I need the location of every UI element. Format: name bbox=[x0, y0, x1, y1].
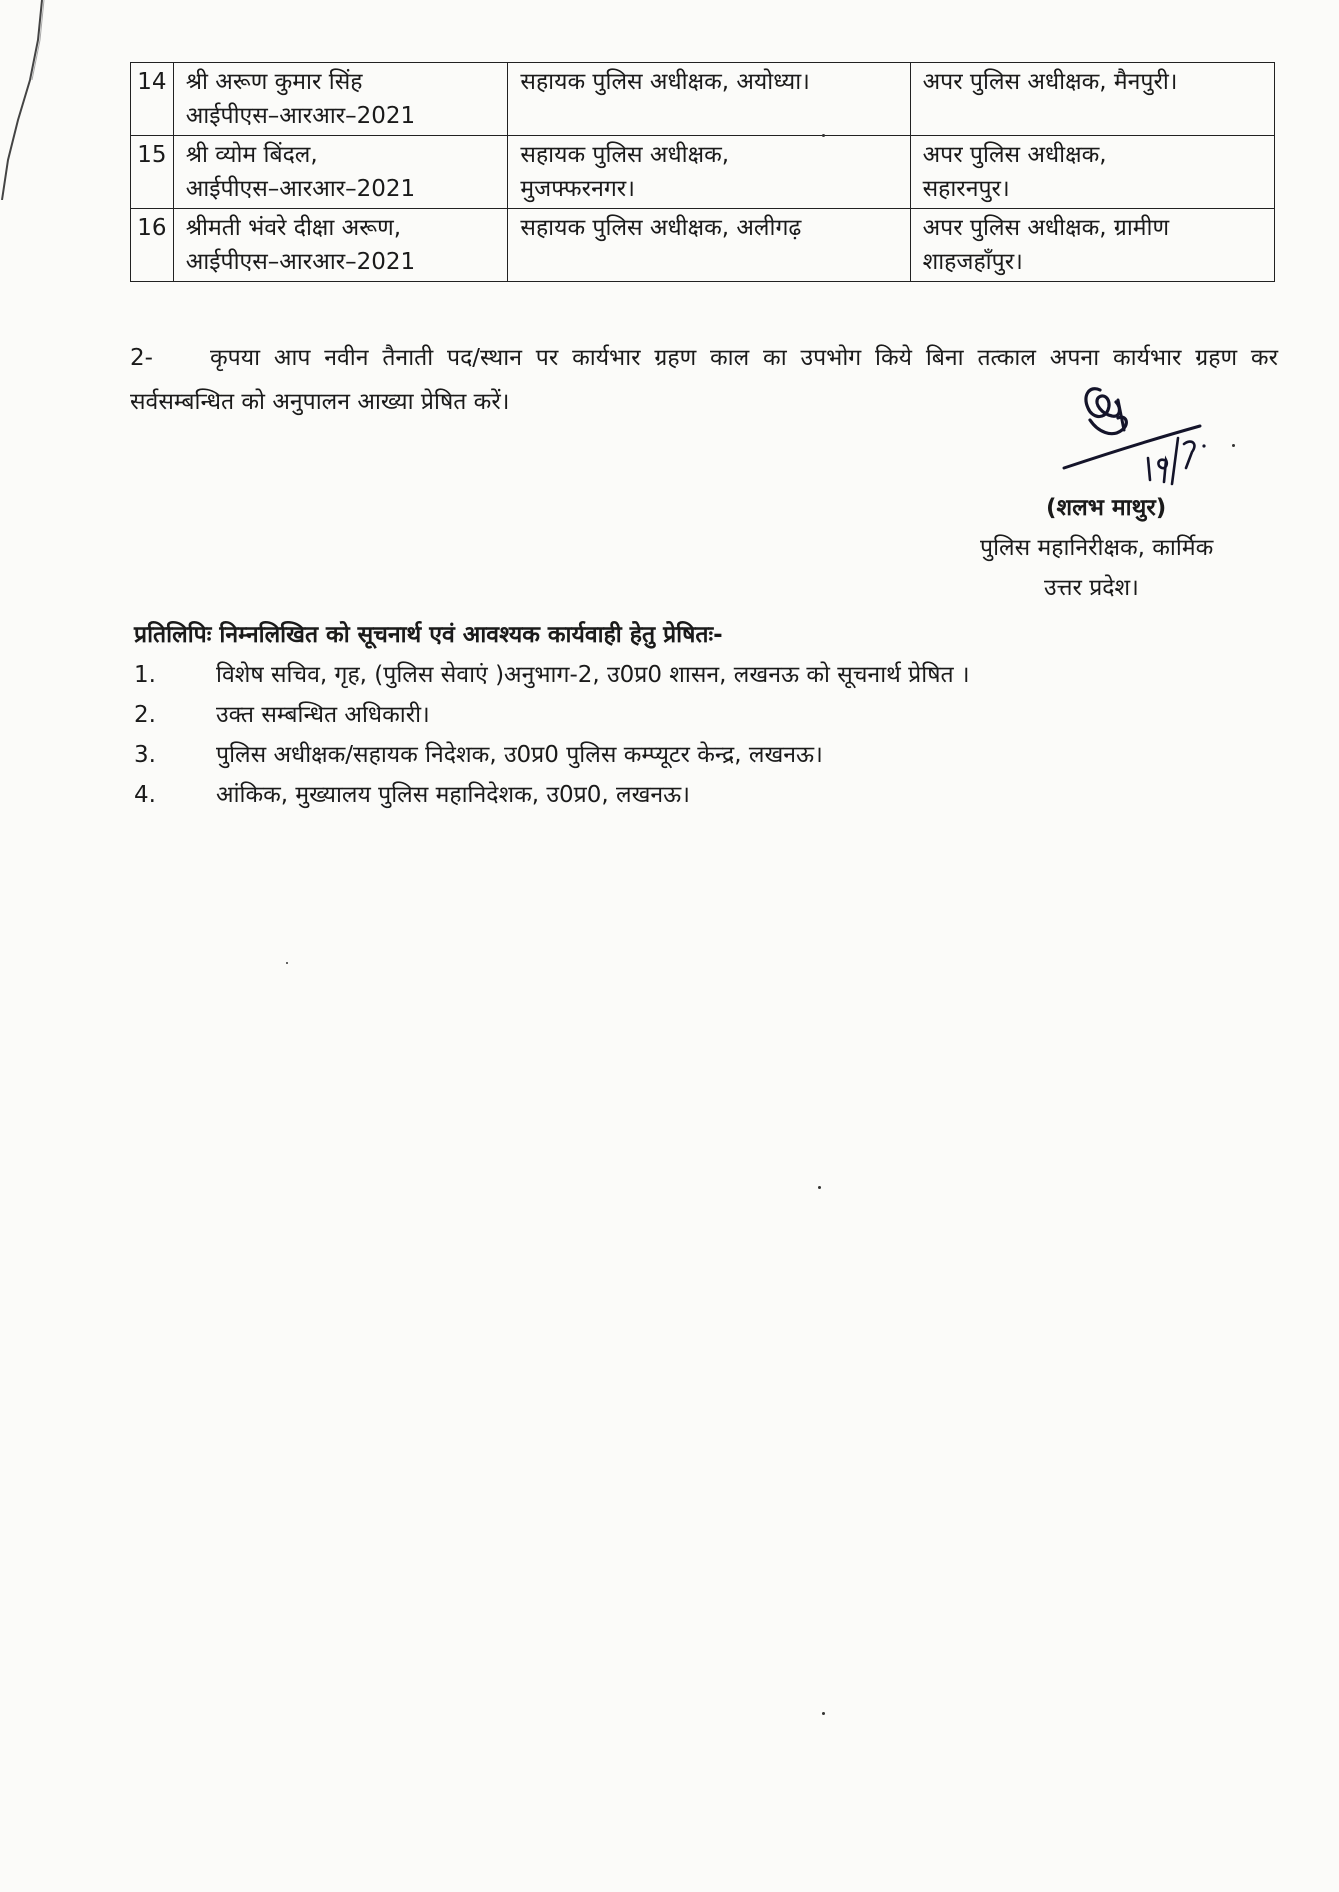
paper-speck bbox=[818, 1186, 821, 1189]
paper-speck bbox=[822, 1712, 825, 1715]
list-item bbox=[134, 735, 970, 775]
list-item-number: 2. bbox=[134, 702, 156, 728]
new-posting-cell bbox=[910, 136, 1274, 209]
officer-service: आईपीएस–आरआर–2021 bbox=[185, 176, 416, 202]
current-posting: सहायक पुलिस अधीक्षक, अयोध्या। bbox=[520, 69, 810, 95]
current-posting-cell bbox=[508, 63, 910, 136]
list-item-text: विशेष सचिव, गृह, (पुलिस सेवाएं )अनुभाग-2, उ0प्र0 शासन, लखनऊ को सूचनार्थ प्रेषित । bbox=[216, 662, 970, 688]
paragraph-text: कृपया आप नवीन तैनाती पद/स्थान पर कार्यभार ग्रहण काल का उपभोग किये बिना तत्काल अपना कार्यभार ग्रहण कर सर्वसम्बन्धित को अनुपालन आख्या प्रेषित करें। bbox=[130, 345, 1278, 415]
officer-name: श्री अरूण कुमार सिंह bbox=[185, 69, 363, 95]
current-posting: सहायक पुलिस अधीक्षक, अलीगढ़ bbox=[520, 215, 802, 241]
list-item-number: 1. bbox=[134, 662, 156, 688]
new-posting: अपर पुलिस अधीक्षक, मैनपुरी। bbox=[922, 69, 1178, 95]
new-posting-cell bbox=[910, 63, 1274, 136]
list-item-number: 4. bbox=[134, 782, 156, 808]
serial-number: 14 bbox=[131, 63, 174, 136]
signatory-designation: पुलिस महानिरीक्षक, कार्मिक bbox=[980, 535, 1214, 561]
list-item-text: उक्त सम्बन्धित अधिकारी। bbox=[216, 702, 430, 728]
list-item bbox=[134, 775, 970, 815]
paper-speck bbox=[1232, 444, 1235, 447]
new-posting: सहारनपुर। bbox=[922, 176, 1010, 202]
list-item-text: आंकिक, मुख्यालय पुलिस महानिदेशक, उ0प्र0, लखनऊ। bbox=[216, 782, 690, 808]
handwritten-signature bbox=[1060, 380, 1210, 500]
serial-number: 15 bbox=[131, 136, 174, 209]
table-row bbox=[131, 209, 1275, 282]
signature-block bbox=[960, 380, 1280, 610]
list-item-number: 3. bbox=[134, 742, 156, 768]
officer-name: श्रीमती भंवरे दीक्षा अरूण, bbox=[185, 215, 402, 241]
list-item-text: पुलिस अधीक्षक/सहायक निदेशक, उ0प्र0 पुलिस कम्प्यूटर केन्द्र, लखनऊ। bbox=[216, 742, 823, 768]
copy-to-heading: प्रतिलिपिः निम्नलिखित को सूचनार्थ एवं आवश्यक कार्यवाही हेतु प्रेषितः- bbox=[134, 622, 723, 648]
list-item bbox=[134, 695, 970, 735]
new-posting-cell bbox=[910, 209, 1274, 282]
officer-name: श्री व्योम बिंदल, bbox=[185, 142, 318, 168]
officer-service: आईपीएस–आरआर–2021 bbox=[185, 103, 416, 129]
officer-service: आईपीएस–आरआर–2021 bbox=[185, 249, 416, 275]
new-posting: अपर पुलिस अधीक्षक, bbox=[922, 142, 1107, 168]
officer-cell bbox=[173, 209, 508, 282]
serial-number: 16 bbox=[131, 209, 174, 282]
officer-cell bbox=[173, 136, 508, 209]
signatory-name: (शलभ माथुर) bbox=[1046, 495, 1167, 521]
current-posting-cell bbox=[508, 136, 910, 209]
page-fold-edge bbox=[0, 0, 60, 200]
list-item bbox=[134, 655, 970, 695]
table-row bbox=[131, 63, 1275, 136]
current-posting: मुजफ्फरनगर। bbox=[520, 176, 635, 202]
table-row bbox=[131, 136, 1275, 209]
paragraph-number: 2- bbox=[130, 345, 153, 371]
paper-speck bbox=[822, 134, 825, 137]
signatory-state: उत्तर प्रदेश। bbox=[1044, 575, 1139, 601]
officer-cell bbox=[173, 63, 508, 136]
current-posting: सहायक पुलिस अधीक्षक, bbox=[520, 142, 730, 168]
transfer-table bbox=[130, 62, 1275, 282]
copy-to-list bbox=[134, 655, 970, 815]
new-posting: अपर पुलिस अधीक्षक, ग्रामीण bbox=[922, 215, 1170, 241]
new-posting: शाहजहाँपुर। bbox=[922, 249, 1023, 275]
current-posting-cell bbox=[508, 209, 910, 282]
paper-speck bbox=[286, 962, 288, 964]
